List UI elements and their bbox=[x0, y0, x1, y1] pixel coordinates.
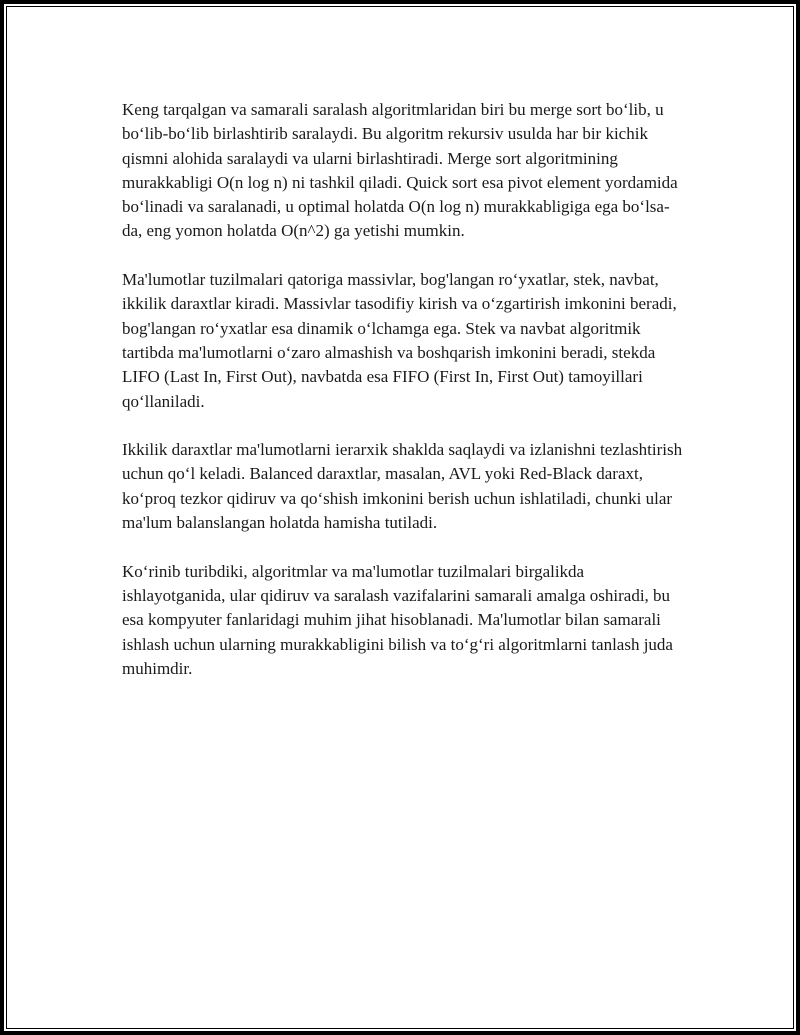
document-body bbox=[122, 98, 687, 681]
paragraph-binary-trees: Ikkilik daraxtlar ma'lumotlarni ierarxik shaklda saqlaydi va izlanishni tezlashtirish uchun qo‘l keladi. Balanced daraxtlar, masalan, AVL yoki Red-Black daraxt, ko‘proq tezkor qidiruv va qo‘shish imkonini berish uchun ishlatiladi, chunki ular ma'lum balanslangan holatda hamisha tutiladi. bbox=[122, 440, 683, 533]
paragraph-sorting-algorithms: Keng tarqalgan va samarali saralash algoritmlaridan biri bu merge sort bo‘lib, u bo‘lib-bo‘lib birlashtirib saralaydi. Bu algoritm rekursiv usulda har bir kichik qismni alohida saralaydi va ularni birlashtiradi. Merge sort algoritmining murakkabligi O(n log n) ni tashkil qiladi. Quick sort esa pivot element yordamida bo‘linadi va saralanadi, u optimal holatda O(n log n) murakkabligiga ega bo‘lsa-da, eng yomon holatda O(n^2) ga yetishi mumkin. bbox=[122, 100, 678, 241]
paragraph-data-structures: Ma'lumotlar tuzilmalari qatoriga massivlar, bog'langan ro‘yxatlar, stek, navbat, ikkilik daraxtlar kiradi. Massivlar tasodifiy kirish va o‘zgartirish imkonini beradi, bog'langan ro‘yxatlar esa dinamik o‘lchamga ega. Stek va navbat algoritmik tartibda ma'lumotlarni o‘zaro almashish va boshqarish imkonini beradi, stekda LIFO (Last In, First Out), navbatda esa FIFO (First In, First Out) tamoyillari qo‘llaniladi. bbox=[122, 270, 677, 411]
paragraph-conclusion: Ko‘rinib turibdiki, algoritmlar va ma'lumotlar tuzilmalari birgalikda ishlayotganida, ular qidiruv va saralash vazifalarini samarali amalga oshiradi, bu esa kompyuter fanlaridagi muhim jihat hisoblanadi. Ma'lumotlar bilan samarali ishlash uchun ularning murakkabligini bilish va to‘g‘ri algoritmlarni tanlash juda muhimdir. bbox=[122, 561, 673, 678]
